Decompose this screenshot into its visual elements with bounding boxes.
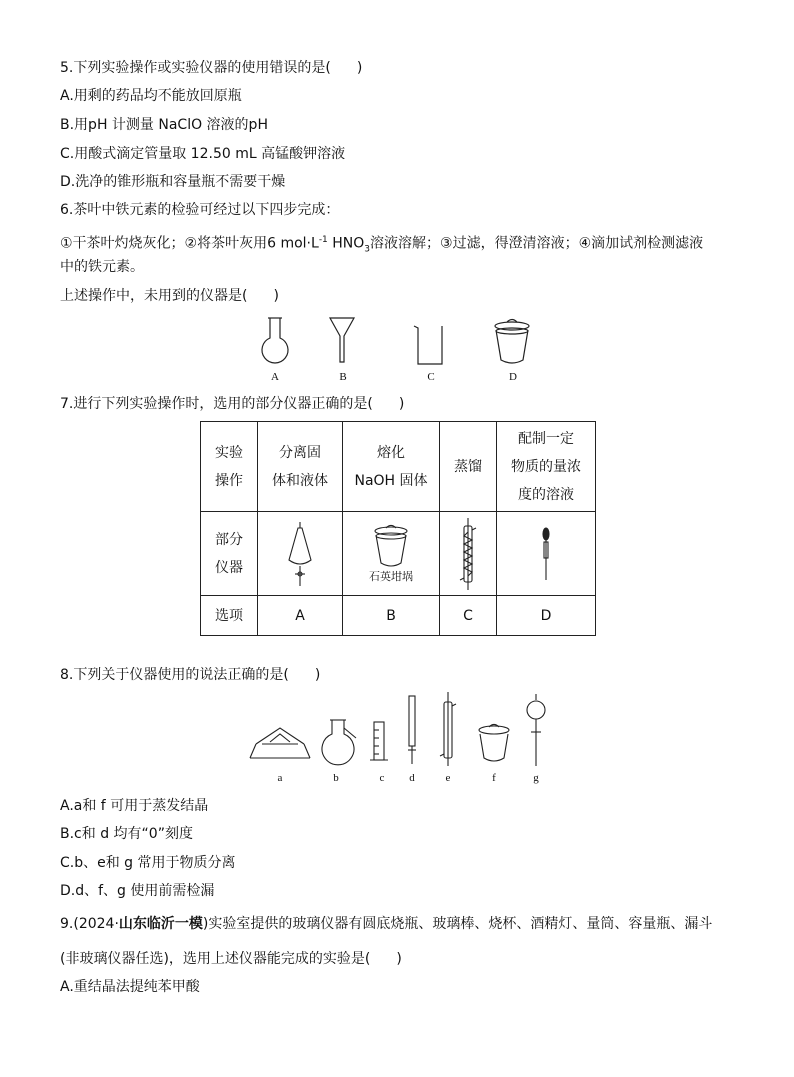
q6-label-d: D xyxy=(509,371,517,383)
q7-row-header-apparatus: 部分 仪器 xyxy=(201,512,258,596)
q7-col-d: 配制一定 物质的量浓 度的溶液 xyxy=(497,422,596,512)
condenser-icon xyxy=(440,692,456,766)
q5-option-a: A.用剩的药品均不能放回原瓶 xyxy=(60,88,242,104)
q6-label-a: A xyxy=(271,371,279,383)
crucible-icon xyxy=(495,320,529,364)
funnel-icon xyxy=(330,318,354,362)
q8-stem: 8.下列关于仪器使用的说法正确的是( ) xyxy=(60,667,321,683)
q7-cell-dropper xyxy=(497,512,596,596)
q8-label-c: c xyxy=(379,772,385,784)
separatory-funnel-icon xyxy=(527,694,545,766)
q6-stem: 6.茶叶中铁元素的检验可经过以下四步完成： xyxy=(60,202,340,218)
q7-table xyxy=(200,421,596,636)
q6-label-b: B xyxy=(339,371,347,383)
q7-option-a: A xyxy=(258,596,343,636)
q8-label-d: d xyxy=(409,772,415,784)
beaker-icon xyxy=(414,326,442,364)
q8-label-f: f xyxy=(492,772,496,784)
dropper-icon xyxy=(538,524,554,584)
q8-option-c: C.b、e和 g 常用于物质分离 xyxy=(60,855,236,871)
burette-icon xyxy=(408,696,416,764)
q8-option-d: D.d、f、g 使用前需检漏 xyxy=(60,883,215,899)
graduated-cylinder-icon xyxy=(370,722,388,760)
crucible-icon xyxy=(371,523,411,569)
q5-option-c: C.用酸式滴定管量取 12.50 mL 高锰酸钾溶液 xyxy=(60,146,346,162)
distilling-flask-icon xyxy=(322,720,356,765)
separatory-funnel-icon xyxy=(285,520,315,588)
q8-apparatus-figure xyxy=(248,692,558,772)
q8-label-b: b xyxy=(333,772,339,784)
q7-option-b: B xyxy=(343,596,440,636)
q7-cell-separatory-funnel xyxy=(258,512,343,596)
q6-steps-line2: 中的铁元素。 xyxy=(60,259,144,275)
q7-col-a: 分离固 体和液体 xyxy=(258,422,343,512)
q5-option-d: D.洗净的锥形瓶和容量瓶不需要干燥 xyxy=(60,174,286,190)
q5-stem: 5.下列实验操作或实验仪器的使用错误的是( ) xyxy=(60,60,363,76)
q8-label-a: a xyxy=(277,772,283,784)
q9-stem-line2: (非玻璃仪器任选)，选用上述仪器能完成的实验是( ) xyxy=(60,951,402,967)
q6-label-c: C xyxy=(427,371,435,383)
q9-option-a: A.重结晶法提纯苯甲酸 xyxy=(60,979,200,995)
q8-option-b: B.c和 d 均有“0”刻度 xyxy=(60,826,193,842)
q8-label-e: e xyxy=(445,772,451,784)
q7-row-header-option: 选项 xyxy=(201,596,258,636)
q6-question: 上述操作中，未用到的仪器是( ) xyxy=(60,288,279,304)
q7-row-header-operation: 实验 操作 xyxy=(201,422,258,512)
q5-option-b: B.用pH 计测量 NaClO 溶液的pH xyxy=(60,117,268,133)
q7-col-b: 熔化 NaOH 固体 xyxy=(343,422,440,512)
q6-steps-line1: ①干茶叶灼烧灰化；②将茶叶灰用6 $mol\cdot L^{-1}$ $HNO_3$溶液溶解；③过滤，得澄清溶液；④滴加试剂检测滤液 xyxy=(60,235,704,255)
q7-option-c: C xyxy=(440,596,497,636)
q8-option-a: A.a和 f 可用于蒸发结晶 xyxy=(60,798,209,814)
clay-triangle-icon xyxy=(250,728,310,758)
q9-stem-line1: 9.(2024·山东临沂一模)实验室提供的玻璃仪器有圆底烧瓶、玻璃棒、烧杯、酒精灯、量筒、容量瓶、漏斗 xyxy=(60,916,713,932)
q7-option-d: D xyxy=(497,596,596,636)
crucible-icon xyxy=(479,725,509,762)
q7-crucible-label: 石英坩埚 xyxy=(369,569,413,583)
condenser-icon xyxy=(458,518,478,590)
q7-col-c: 蒸馏 xyxy=(440,422,497,512)
q8-label-g: g xyxy=(533,772,539,784)
round-bottom-flask-icon xyxy=(262,318,288,363)
q7-stem: 7.进行下列实验操作时，选用的部分仪器正确的是( ) xyxy=(60,396,405,412)
q7-cell-quartz-crucible xyxy=(343,512,440,596)
q7-cell-condenser xyxy=(440,512,497,596)
